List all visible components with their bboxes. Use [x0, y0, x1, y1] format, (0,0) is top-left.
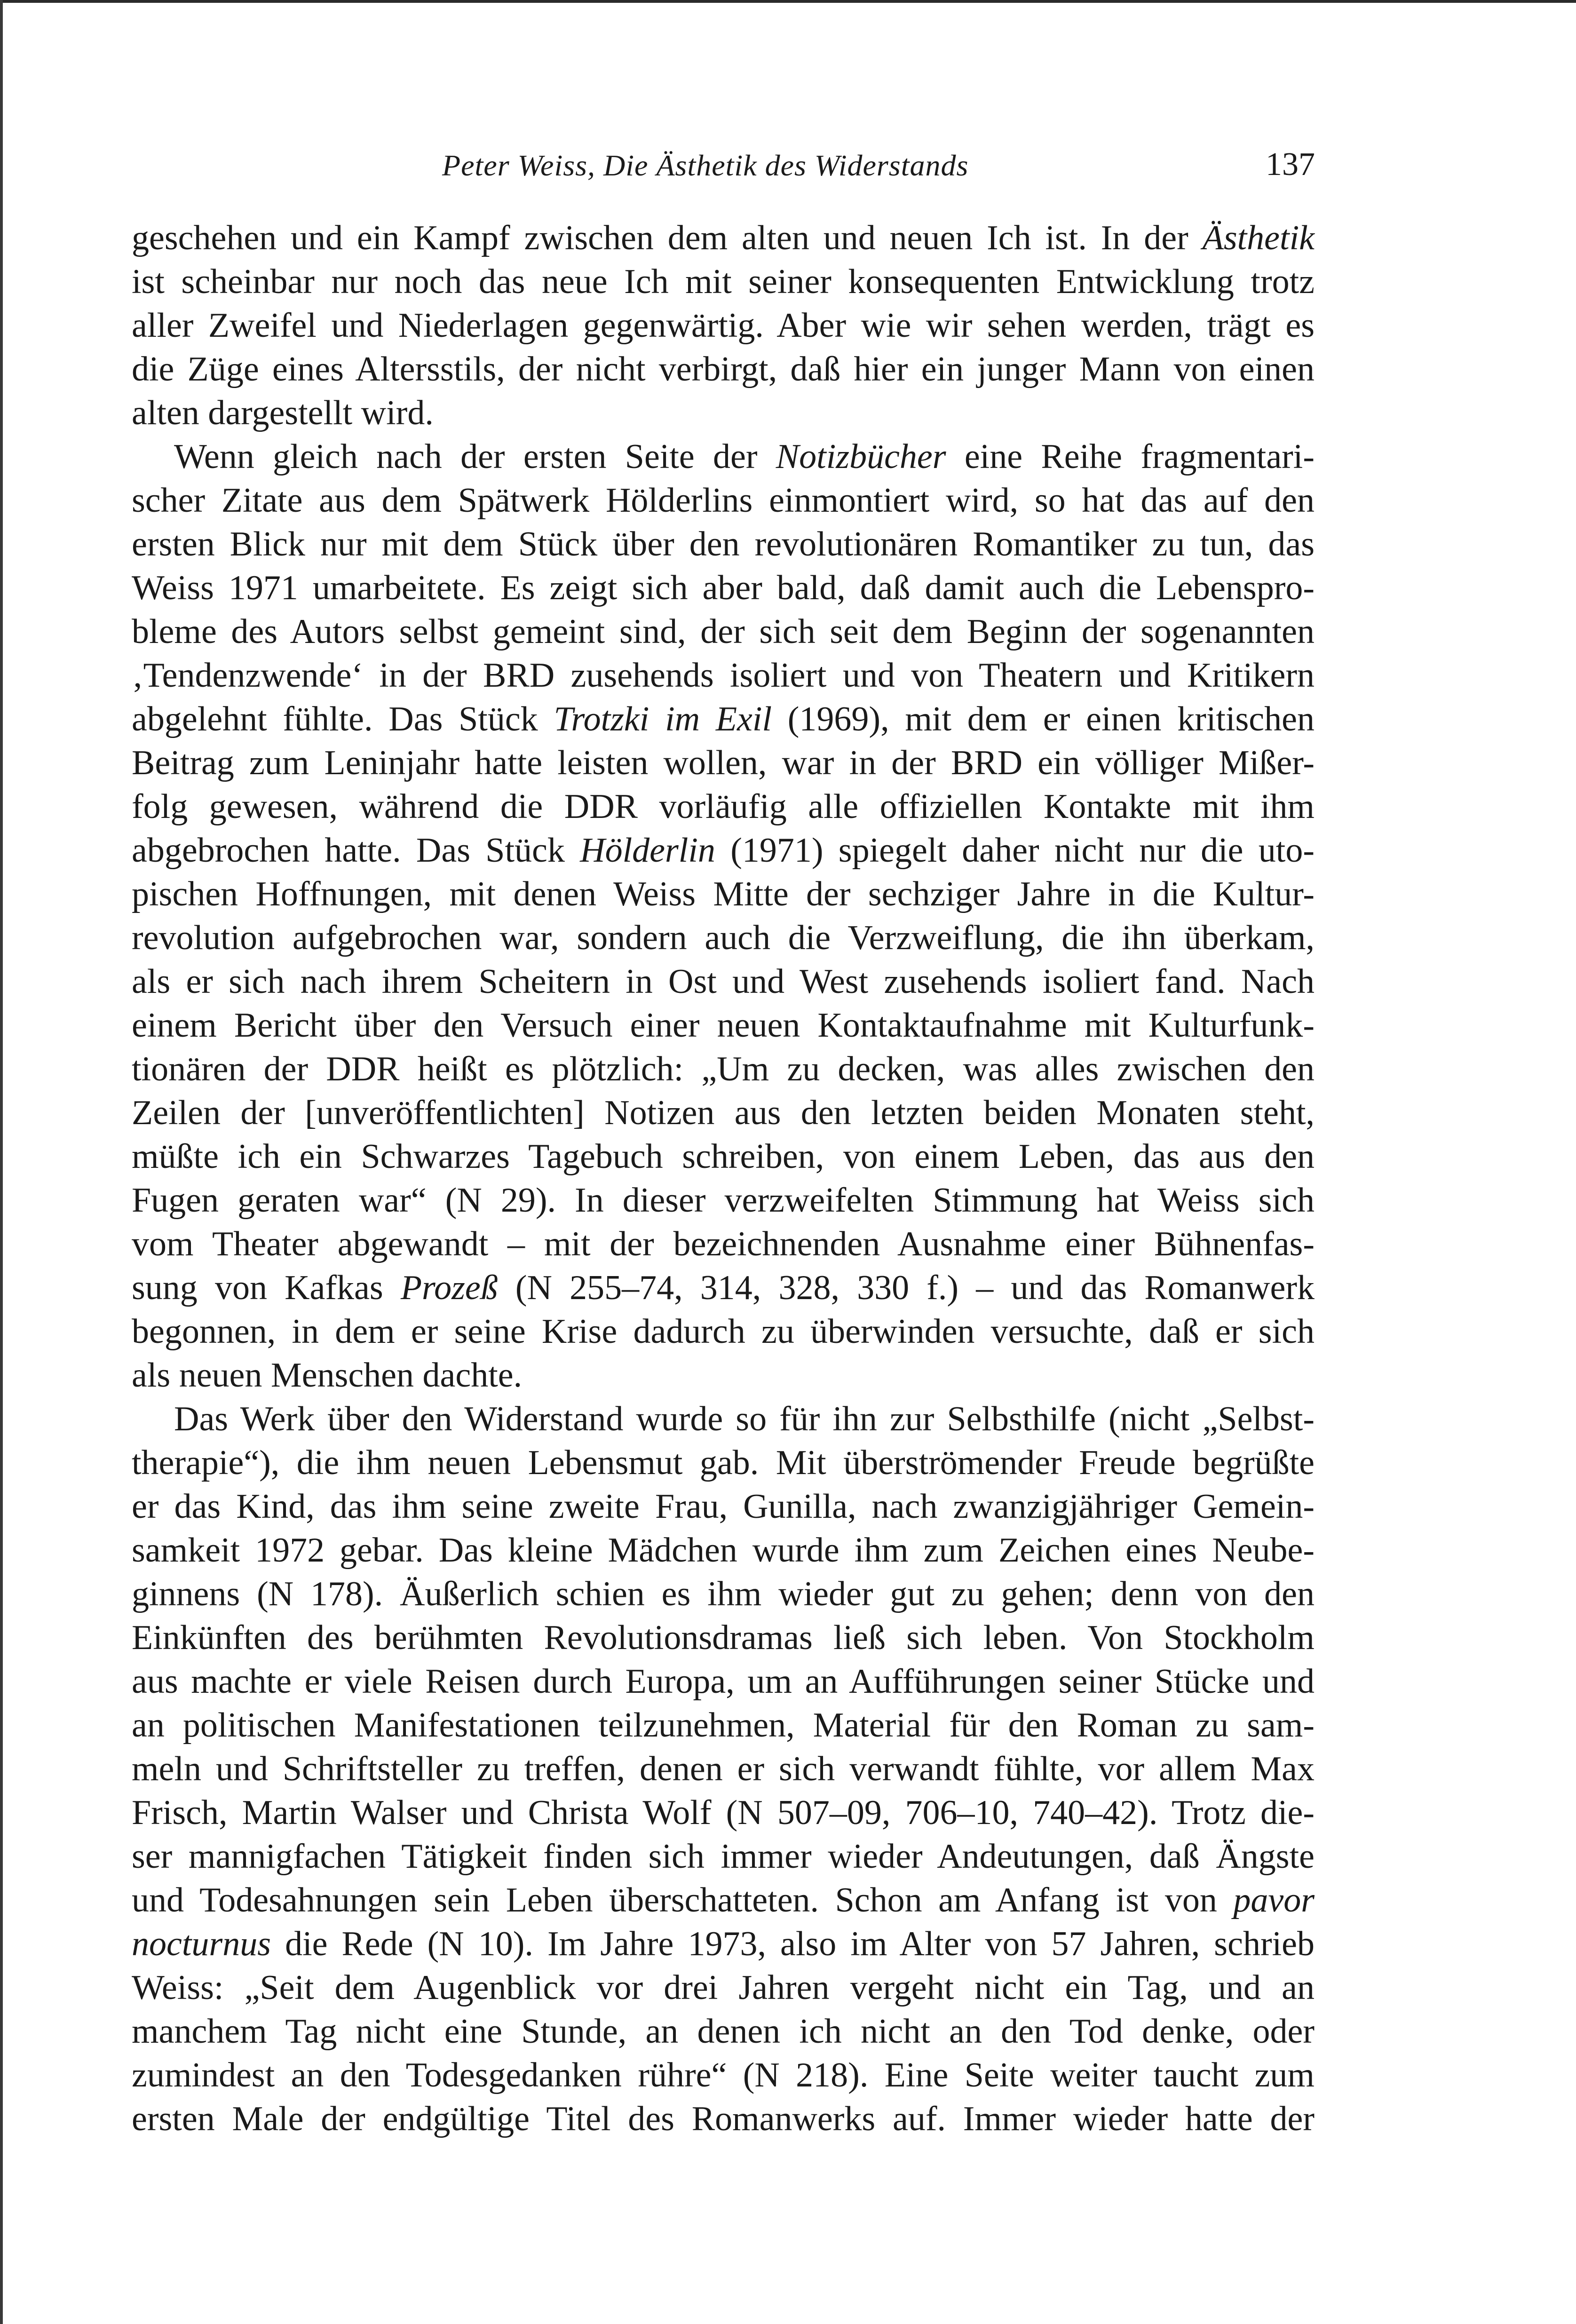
text-line — [132, 610, 1315, 654]
text-run: meln und Schriftsteller zu treffen, denen er sich verwandt fühlte, vor allem Max — [132, 1750, 1315, 1788]
italic-text: Ästhetik — [1202, 219, 1315, 257]
text-run: als neuen Menschen dachte. — [132, 1356, 523, 1395]
text-run: abgelehnt fühlte. Das Stück — [132, 700, 554, 738]
text-line — [132, 1091, 1315, 1135]
text-line — [132, 1791, 1315, 1835]
text-line — [132, 304, 1315, 348]
text-line — [132, 2054, 1315, 2097]
text-line — [132, 785, 1315, 829]
text-line — [132, 1354, 1315, 1397]
text-run: ersten Male der endgültige Titel des Romanwerks auf. Immer wieder hatte der — [132, 2100, 1315, 2138]
text-run: Beitrag zum Leninjahr hatte leisten wollen, war in der BRD ein völliger Mißer- — [132, 744, 1315, 782]
text-line — [132, 435, 1315, 479]
italic-text: Notizbücher — [776, 437, 946, 476]
text-run: Frisch, Martin Walser und Christa Wolf (N 507–09, 706–10, 740–42). Trotz die- — [132, 1793, 1315, 1832]
italic-text: nocturnus — [132, 1925, 271, 1963]
text-run: abgebrochen hatte. Das Stück — [132, 831, 580, 870]
text-run: als er sich nach ihrem Scheitern in Ost und West zusehends isoliert fand. Nach — [132, 962, 1315, 1001]
text-run: tionären der DDR heißt es plötzlich: „Um zu decken, was alles zwischen den — [132, 1050, 1315, 1088]
text-run: therapie“), die ihm neuen Lebensmut gab. Mit überströmender Freude begrüßte — [132, 1444, 1315, 1482]
text-line — [132, 960, 1315, 1004]
italic-text: Prozeß — [400, 1269, 498, 1307]
text-run: (N 255–74, 314, 328, 330 f.) – und das Romanwerk — [498, 1269, 1315, 1307]
text-line — [132, 348, 1315, 391]
text-run: aus machte er viele Reisen durch Europa, um an Aufführungen seiner Stücke und — [132, 1662, 1315, 1701]
text-run: pischen Hoffnungen, mit denen Weiss Mitte der sechziger Jahre in die Kultur- — [132, 875, 1315, 913]
text-line — [132, 523, 1315, 566]
text-run: aller Zweifel und Niederlagen gegenwärtig. Aber wie wir sehen werden, trägt es — [132, 306, 1315, 345]
text-line — [132, 916, 1315, 960]
text-line — [132, 1266, 1315, 1310]
text-run: und Todesahnungen sein Leben überschatteten. Schon am Anfang ist von — [132, 1881, 1234, 1919]
text-run: ginnens (N 178). Äußerlich schien es ihm wieder gut zu gehen; denn von den — [132, 1575, 1315, 1613]
text-line — [132, 2097, 1315, 2141]
text-run: bleme des Autors selbst gemeint sind, der sich seit dem Beginn der sogenannten — [132, 612, 1315, 651]
text-run: einem Bericht über den Versuch einer neuen Kontaktaufnahme mit Kulturfunk- — [132, 1006, 1315, 1045]
text-line — [132, 216, 1315, 260]
text-line — [132, 1485, 1315, 1529]
italic-text: pavor — [1233, 1881, 1315, 1919]
text-line — [132, 1441, 1315, 1485]
text-line — [132, 2010, 1315, 2054]
text-line — [132, 741, 1315, 785]
paragraph — [132, 1397, 1315, 2141]
page-number: 137 — [1266, 146, 1315, 182]
text-run: die Rede (N 10). Im Jahre 1973, also im Alter von 57 Jahren, schrieb — [271, 1925, 1315, 1963]
text-run: scher Zitate aus dem Spätwerk Hölderlins einmontiert wird, so hat das auf den — [132, 481, 1315, 520]
paragraph — [132, 435, 1315, 1397]
text-run: begonnen, in dem er seine Krise dadurch zu überwinden versuchte, daß er sich — [132, 1312, 1315, 1351]
text-run: ser mannigfachen Tätigkeit finden sich immer wieder Andeutungen, daß Ängste — [132, 1837, 1315, 1876]
text-run: Zeilen der [unveröffentlichten] Notizen aus den letzten beiden Monaten steht, — [132, 1094, 1315, 1132]
text-line — [132, 1222, 1315, 1266]
text-run: Fugen geraten war“ (N 29). In dieser verzweifelten Stimmung hat Weiss sich — [132, 1181, 1315, 1220]
text-run: müßte ich ein Schwarzes Tagebuch schreiben, von einem Leben, das aus den — [132, 1137, 1315, 1176]
text-line — [132, 1660, 1315, 1704]
text-run: die Züge eines Altersstils, der nicht verbirgt, daß hier ein junger Mann von einen — [132, 350, 1315, 389]
text-run: samkeit 1972 gebar. Das kleine Mädchen wurde ihm zum Zeichen eines Neube- — [132, 1531, 1315, 1570]
text-line — [132, 1397, 1315, 1441]
text-run: Das Werk über den Widerstand wurde so für ihn zur Selbsthilfe (nicht „Selbst- — [174, 1400, 1315, 1438]
text-line — [132, 1922, 1315, 1966]
text-line — [132, 1879, 1315, 1922]
text-run: alten dargestellt wird. — [132, 394, 434, 432]
text-run: eine Reihe fragmentari- — [946, 437, 1315, 476]
text-line — [132, 829, 1315, 872]
text-run: geschehen und ein Kampf zwischen dem alten und neuen Ich ist. In der — [132, 219, 1203, 257]
text-run: manchem Tag nicht eine Stunde, an denen ich nicht an den Tod denke, oder — [132, 2012, 1315, 2051]
text-run: zumindest an den Todesgedanken rühre“ (N 218). Eine Seite weiter taucht zum — [132, 2056, 1315, 2094]
text-line — [132, 872, 1315, 916]
text-run: Einkünften des berühmten Revolutionsdramas ließ sich leben. Von Stockholm — [132, 1618, 1315, 1657]
running-head: Peter Weiss, Die Ästhetik des Widerstands — [442, 149, 969, 182]
italic-text: Hölderlin — [580, 831, 715, 870]
text-line — [132, 479, 1315, 523]
text-run: er das Kind, das ihm seine zweite Frau, Gunilla, nach zwanzigjähriger Gemein- — [132, 1487, 1315, 1526]
text-run: ist scheinbar nur noch das neue Ich mit seiner konsequenten Entwicklung trotz — [132, 262, 1315, 301]
scan-edge-top — [0, 0, 1576, 3]
text-line — [132, 566, 1315, 610]
text-run: ‚Tendenzwende‘ in der BRD zusehends isoliert und von Theatern und Kritikern — [132, 656, 1315, 695]
text-line — [132, 654, 1315, 698]
text-run: an politischen Manifestationen teilzunehmen, Material für den Roman zu sam- — [132, 1706, 1315, 1745]
text-run: folg gewesen, während die DDR vorläufig alle offiziellen Kontakte mit ihm — [132, 787, 1315, 826]
text-line — [132, 1179, 1315, 1222]
text-run: (1971) spiegelt daher nicht nur die uto- — [715, 831, 1315, 870]
text-run: sung von Kafkas — [132, 1269, 401, 1307]
text-run: vom Theater abgewandt – mit der bezeichnenden Ausnahme einer Bühnenfas- — [132, 1225, 1315, 1263]
text-line — [132, 260, 1315, 304]
text-line — [132, 1047, 1315, 1091]
text-line — [132, 1835, 1315, 1879]
text-run: Weiss 1971 umarbeitete. Es zeigt sich aber bald, daß damit auch die Lebenspro- — [132, 569, 1315, 607]
text-line — [132, 698, 1315, 741]
body-text — [132, 216, 1315, 2141]
text-line — [132, 1704, 1315, 1747]
text-line — [132, 1529, 1315, 1572]
text-line — [132, 391, 1315, 435]
text-run: (1969), mit dem er einen kritischen — [772, 700, 1315, 738]
italic-text: Trotzki im Exil — [554, 700, 772, 738]
text-line — [132, 1616, 1315, 1660]
text-run: ersten Blick nur mit dem Stück über den revolutionären Romantiker zu tun, das — [132, 525, 1315, 563]
text-line — [132, 1135, 1315, 1179]
text-line — [132, 1966, 1315, 2010]
text-run: revolution aufgebrochen war, sondern auch die Verzweiflung, die ihn überkam, — [132, 919, 1315, 957]
text-line — [132, 1572, 1315, 1616]
text-line — [132, 1004, 1315, 1047]
text-run: Weiss: „Seit dem Augenblick vor drei Jahren vergeht nicht ein Tag, und an — [132, 1968, 1315, 2007]
text-run: Wenn gleich nach der ersten Seite der — [174, 437, 776, 476]
scan-edge-left — [0, 0, 3, 2324]
paragraph — [132, 216, 1315, 435]
text-line — [132, 1747, 1315, 1791]
text-line — [132, 1310, 1315, 1354]
